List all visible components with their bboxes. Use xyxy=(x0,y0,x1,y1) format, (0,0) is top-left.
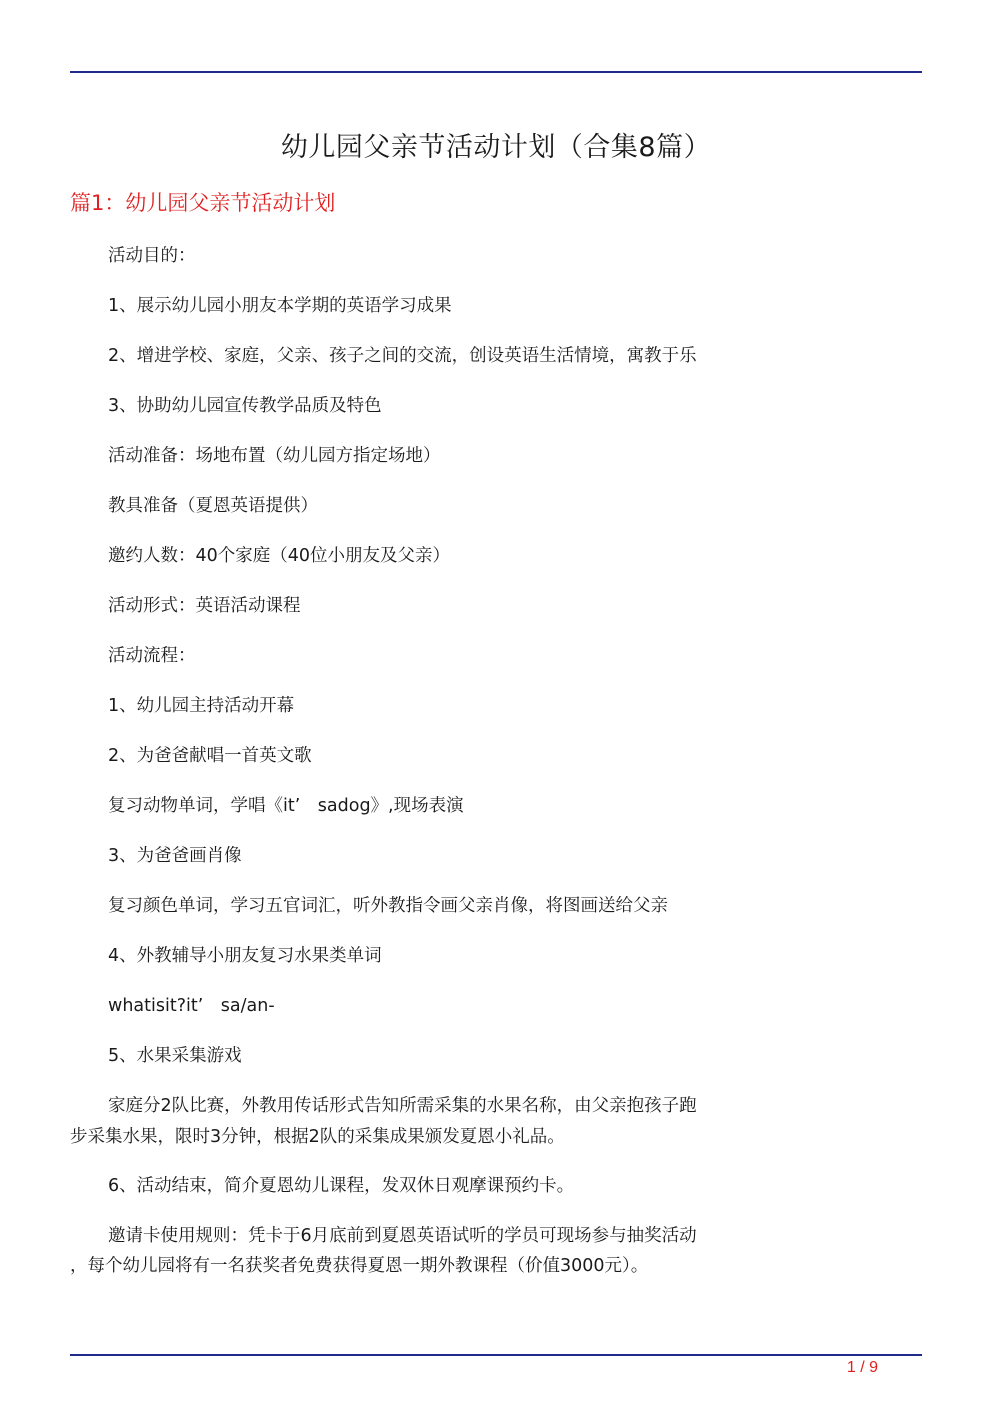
paragraph-text: 活动准备：场地布置（幼儿园方指定场地） xyxy=(108,446,441,466)
paragraph xyxy=(70,340,790,372)
paragraph xyxy=(70,890,790,922)
paragraph-text: 2、为爸爸献唱一首英文歌 xyxy=(108,746,312,766)
paragraph-text: 活动形式：英语活动课程 xyxy=(108,596,301,616)
paragraph xyxy=(70,290,790,322)
paragraph xyxy=(70,740,790,772)
paragraph-text: 活动目的： xyxy=(108,246,196,266)
paragraph-text: 邀请卡使用规则：凭卡于6月底前到夏恩英语试听的学员可现场参与抽奖活动 xyxy=(108,1226,697,1246)
paragraph-text: 6、活动结束，简介夏恩幼儿课程，发双休日观摩课预约卡。 xyxy=(108,1176,575,1196)
paragraph xyxy=(70,690,790,722)
paragraph-text: 1、展示幼儿园小朋友本学期的英语学习成果 xyxy=(108,296,452,316)
paragraph-text: 活动流程： xyxy=(108,646,196,666)
paragraph-game-line-2: 步采集水果，限时3分钟，根据2队的采集成果颁发夏恩小礼品。 xyxy=(70,1127,565,1147)
paragraph-text: 4、外教辅导小朋友复习水果类单词 xyxy=(108,946,382,966)
paragraph-text: 2、增进学校、家庭，父亲、孩子之间的交流，创设英语生活情境，寓教于乐 xyxy=(108,346,697,366)
paragraph xyxy=(70,1040,790,1072)
paragraph-text: 邀约人数：40个家庭（40位小朋友及父亲） xyxy=(108,546,451,566)
paragraph-text: 1、幼儿园主持活动开幕 xyxy=(108,696,295,716)
paragraph xyxy=(70,540,790,572)
paragraph-text: 复习颜色单词，学习五官词汇，听外教指令画父亲肖像，将图画送给父亲 xyxy=(108,896,668,916)
paragraph xyxy=(70,490,790,522)
header-rule xyxy=(70,71,922,73)
paragraph xyxy=(70,640,790,672)
section-heading: 篇1：幼儿园父亲节活动计划 xyxy=(70,191,336,215)
paragraph-text: 教具准备（夏恩英语提供） xyxy=(108,496,318,516)
paragraph-text: 复习动物单词，学唱《it’ sadog》,现场表演 xyxy=(108,796,464,816)
paragraph-text: 5、水果采集游戏 xyxy=(108,1046,242,1066)
paragraph-game-line-1 xyxy=(70,1090,790,1122)
paragraph-text: 3、为爸爸画肖像 xyxy=(108,846,242,866)
paragraph xyxy=(70,390,790,422)
paragraph xyxy=(70,840,790,872)
paragraph xyxy=(70,940,790,972)
paragraph-text: 家庭分2队比赛，外教用传话形式告知所需采集的水果名称，由父亲抱孩子跑 xyxy=(108,1096,697,1116)
paragraph xyxy=(70,1170,790,1202)
paragraph xyxy=(70,440,790,472)
footer-rule xyxy=(70,1354,922,1356)
paragraph-text: whatisit?it’ sa/an- xyxy=(108,996,275,1016)
page-number: 1 / 9 xyxy=(846,1359,878,1376)
paragraph-invite-line-1 xyxy=(70,1220,790,1252)
paragraph xyxy=(70,990,790,1022)
paragraph xyxy=(70,240,790,272)
paragraph xyxy=(70,790,790,822)
document-title: 幼儿园父亲节活动计划（合集8篇） xyxy=(280,132,712,163)
paragraph-text: 3、协助幼儿园宣传教学品质及特色 xyxy=(108,396,382,416)
paragraph-invite-line-2: ，每个幼儿园将有一名获奖者免费获得夏恩一期外教课程（价值3000元）。 xyxy=(70,1256,649,1276)
paragraph xyxy=(70,590,790,622)
